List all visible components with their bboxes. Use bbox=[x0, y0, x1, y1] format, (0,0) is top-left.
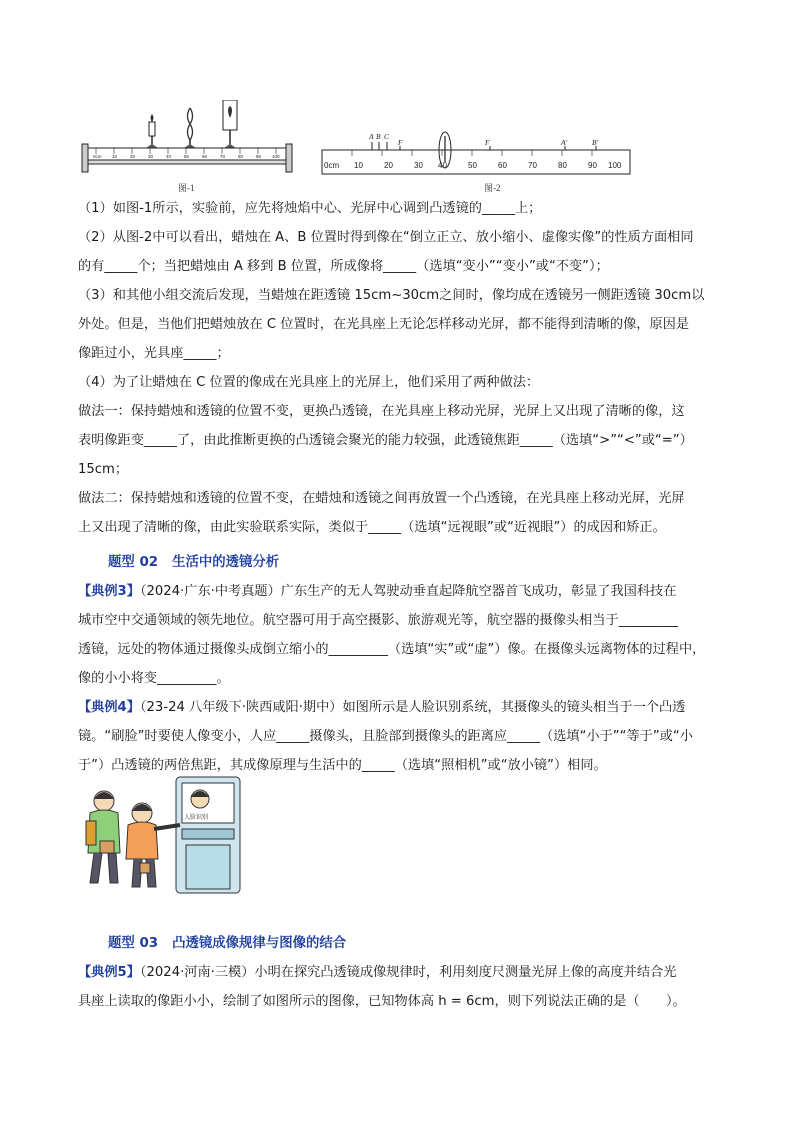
question-2 bbox=[78, 223, 718, 281]
section-number: 题型 03 bbox=[108, 936, 159, 951]
fig2-point-a: A bbox=[369, 132, 374, 141]
fig1-tick-50: 50 bbox=[184, 154, 190, 159]
section-title: 生活中的透镜分析 bbox=[172, 555, 280, 570]
question-3 bbox=[78, 281, 718, 368]
ex3-line: 透镜，远处的物体通过摄像头成倒立缩小的_________（选填“实”或“虚”）像。在摄像头远离物体的过程中， bbox=[78, 642, 706, 657]
q2-line: （2）从图-2中可以看出，蜡烛在 A、B 位置时得到像在“倒立正立、放小缩小、虚像实像”的性质方面相同 bbox=[78, 230, 694, 245]
q3-line: （3）和其他小组交流后发现，当蜡烛在距透镜 15cm~30cm之间时，像均成在透镜另一侧距透镜 30cm以 bbox=[78, 288, 705, 303]
figure-1-caption: 图-1 bbox=[178, 183, 195, 193]
q1-line: （1）如图-1所示，实验前，应先将烛焰中心、光屏中心调到凸透镜的_____上； bbox=[78, 201, 542, 216]
face-recognition-illustration bbox=[78, 773, 256, 895]
section-heading-02 bbox=[108, 551, 279, 570]
fig2-tick-10: 10 bbox=[354, 161, 363, 170]
example-4 bbox=[78, 693, 718, 780]
fig2-point-f2: F bbox=[485, 138, 490, 147]
ex4-line: 镜。“刷脸”时要使人像变小，人应_____摄像头，且脸部到摄像头的距离应_____（选填“小于”“等于”或“小 bbox=[78, 729, 693, 744]
q3-line: 像距过小，光具座_____； bbox=[78, 346, 230, 361]
fig1-tick-80: 80 bbox=[238, 154, 244, 159]
fig2-tick-0: 0cm bbox=[324, 161, 340, 170]
figure-2-ruler-diagram bbox=[320, 128, 632, 180]
fig2-point-b-prime: B' bbox=[592, 138, 599, 147]
fig1-tick-90: 90 bbox=[256, 154, 262, 159]
fig1-tick-20: 20 bbox=[130, 154, 136, 159]
example-tag: 【典例4】 bbox=[78, 700, 140, 715]
q4-line: 上又出现了清晰的像，由此实验联系实际，类似于_____（选填“远视眼”或“近视眼”）的成因和矫正。 bbox=[78, 520, 666, 535]
fig1-tick-30: 30 bbox=[148, 154, 154, 159]
fig2-point-f1: F bbox=[398, 138, 403, 147]
figure-2-caption: 图-2 bbox=[484, 183, 501, 193]
ex3-line: 城市空中交通领域的领先地位。航空器可用于高空摄影、旅游观光等，航空器的摄像头相当于_________ bbox=[78, 613, 679, 628]
fig2-tick-40: 40 bbox=[438, 161, 447, 170]
fig1-tick-70: 70 bbox=[220, 154, 226, 159]
fig1-tick-100: 100 bbox=[272, 154, 280, 159]
example-tag: 【典例3】 bbox=[78, 584, 140, 599]
example-tag: 【典例5】 bbox=[78, 965, 140, 980]
fig2-tick-80: 80 bbox=[558, 161, 567, 170]
q4-line: 做法二：保持蜡烛和透镜的位置不变，在蜡烛和透镜之间再放置一个凸透镜，在光具座上移动光屏，光屏 bbox=[78, 491, 685, 506]
question-1 bbox=[78, 194, 718, 223]
screen-text: 人脸识别 bbox=[184, 814, 209, 821]
fig2-tick-20: 20 bbox=[384, 161, 393, 170]
q4-line: 15cm； bbox=[78, 462, 129, 477]
q4-line: （4）为了让蜡烛在 C 位置的像成在光具座上的光屏上，他们采用了两种做法： bbox=[78, 375, 540, 390]
fig1-tick-60: 60 bbox=[202, 154, 208, 159]
question-4 bbox=[78, 368, 718, 542]
figure-1-optical-bench bbox=[76, 100, 298, 180]
q4-line: 表明像距变_____了，由此推断更换的凸透镜会聚光的能力较强，此透镜焦距_____（选填“>”“<”或“=”） bbox=[78, 433, 693, 448]
fig2-tick-50: 50 bbox=[468, 161, 477, 170]
ex3-line: 像的小小将变_________。 bbox=[78, 671, 230, 686]
fig2-point-c: C bbox=[384, 132, 390, 141]
fig2-point-b: B bbox=[376, 132, 381, 141]
example-3 bbox=[78, 577, 718, 693]
fig2-tick-60: 60 bbox=[498, 161, 507, 170]
q2-line: 的有_____个；当把蜡烛由 A 移到 B 位置，所成像将_____（选填“变小”“变小”或“不变”）； bbox=[78, 259, 609, 274]
ex4-line: 于”）凸透镜的两倍焦距，其成像原理与生活中的_____（选填“照相机”或“放小镜”）相同。 bbox=[78, 758, 607, 773]
ex5-line: 具座上读取的像距小小，绘制了如图所示的图像，已知物体高 h = 6cm，则下列说法正确的是（ ）。 bbox=[78, 994, 686, 1009]
ex4-line: （23-24 八年级下·陕西咸阳·期中）如图所示是人脸识别系统，其摄像头的镜头相当于一个凸透 bbox=[139, 700, 686, 715]
section-title: 凸透镜成像规律与图像的结合 bbox=[172, 936, 347, 951]
q3-line: 外处。但是，当他们把蜡烛放在 C 位置时，在光具座上无论怎样移动光屏，都不能得到清晰的像，原因是 bbox=[78, 317, 690, 332]
fig2-tick-100: 100 bbox=[608, 161, 622, 170]
example-5 bbox=[78, 958, 718, 1016]
ex5-line: （2024·河南·三模）小明在探究凸透镜成像规律时，利用刻度尺测量光屏上像的高度并结合光 bbox=[139, 965, 677, 980]
section-heading-03 bbox=[108, 932, 346, 951]
fig1-tick-40: 40 bbox=[166, 154, 172, 159]
section-number: 题型 02 bbox=[108, 555, 159, 570]
fig2-tick-70: 70 bbox=[528, 161, 537, 170]
fig2-point-a-prime: A' bbox=[561, 138, 568, 147]
q4-line: 做法一：保持蜡烛和透镜的位置不变，更换凸透镜，在光具座上移动光屏，光屏上又出现了清晰的像，这 bbox=[78, 404, 685, 419]
fig2-tick-90: 90 bbox=[588, 161, 597, 170]
ex3-line: （2024·广东·中考真题）广东生产的无人驾驶动垂直起降航空器首飞成功，彰显了我国科技在 bbox=[139, 584, 677, 599]
fig2-tick-30: 30 bbox=[414, 161, 423, 170]
fig1-tick-0: 0cm bbox=[93, 154, 102, 159]
fig1-tick-10: 10 bbox=[112, 154, 118, 159]
